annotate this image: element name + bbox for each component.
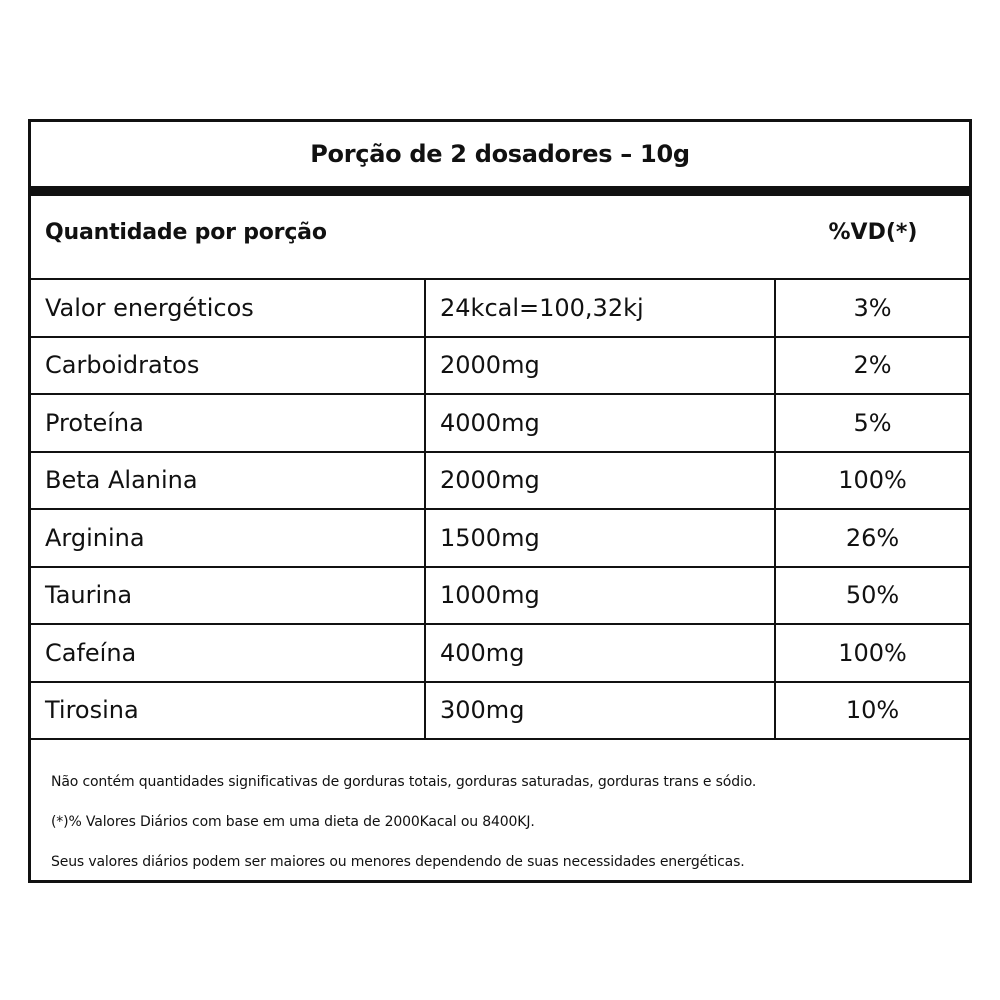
nutrient-amount: 300mg — [426, 683, 776, 739]
nutrition-facts-panel — [28, 119, 972, 883]
thick-divider — [31, 186, 969, 196]
table-row — [31, 510, 969, 568]
nutrient-daily-value: 100% — [838, 466, 907, 495]
nutrient-name: Taurina — [31, 568, 426, 624]
daily-value-header: %VD(*) — [828, 220, 918, 245]
serving-size-title: Porção de 2 dosadores – 10g — [310, 140, 690, 168]
nutrient-daily-value: 50% — [845, 581, 900, 610]
nutrient-name: Carboidratos — [31, 338, 426, 394]
nutrient-name: Beta Alanina — [31, 453, 426, 509]
footnote-daily-values: (*)% Valores Diários com base em uma dieta de 2000Kacal ou 8400KJ. — [51, 814, 535, 830]
nutrient-name: Tirosina — [31, 683, 426, 739]
table-row — [31, 683, 969, 741]
nutrient-daily-value: 3% — [853, 293, 892, 322]
table-row — [31, 395, 969, 453]
footnote-energy-needs: Seus valores diários podem ser maiores ou menores dependendo de suas necessidades energéticas. — [51, 854, 745, 870]
nutrient-amount: 1500mg — [426, 510, 776, 566]
nutrient-amount: 1000mg — [426, 568, 776, 624]
footnotes — [51, 762, 961, 882]
nutrient-amount: 24kcal=100,32kj — [426, 280, 776, 336]
nutrient-name: Proteína — [31, 395, 426, 451]
nutrition-table — [31, 278, 969, 740]
nutrient-amount: 400mg — [426, 625, 776, 681]
nutrient-amount: 2000mg — [426, 453, 776, 509]
table-row — [31, 280, 969, 338]
nutrient-daily-value: 26% — [845, 523, 900, 552]
nutrient-daily-value: 5% — [853, 408, 892, 437]
footnote-not-significant: Não contém quantidades significativas de gorduras totais, gorduras saturadas, gorduras trans e sódio. — [51, 774, 757, 790]
table-row — [31, 568, 969, 626]
nutrient-amount: 2000mg — [426, 338, 776, 394]
nutrient-daily-value: 100% — [838, 638, 907, 667]
quantity-per-serving-label: Quantidade por porção — [45, 220, 327, 245]
nutrient-amount: 4000mg — [426, 395, 776, 451]
nutrient-name: Cafeína — [31, 625, 426, 681]
table-row — [31, 453, 969, 511]
nutrient-daily-value: 10% — [845, 696, 900, 725]
table-row — [31, 338, 969, 396]
nutrient-name: Valor energéticos — [31, 280, 426, 336]
nutrient-daily-value: 2% — [853, 351, 892, 380]
quantity-header-row — [31, 196, 969, 278]
table-row — [31, 625, 969, 683]
nutrient-name: Arginina — [31, 510, 426, 566]
